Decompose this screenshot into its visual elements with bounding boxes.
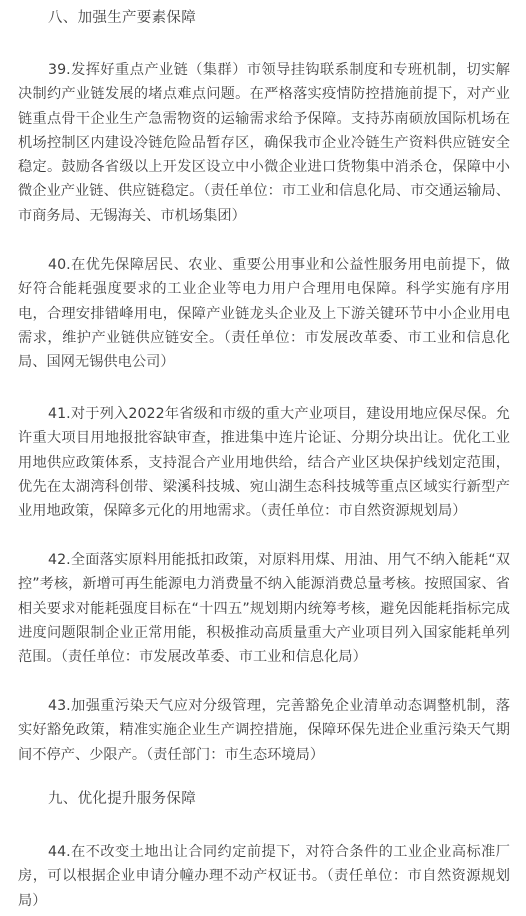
item-42: 42.全面落实原料用能抵扣政策，对原料用煤、用油、用气不纳入能耗“双控”考核，新增可再生能源电力消费量不纳入能源消费总量考核。按照国家、省相关要求对能耗强度目标在“十四五”规划期内统筹考核，避免因能耗指标完成进度问题限制企业正常用能，积极推动高质量重大产业项目列入国家能耗单列范围。（责任单位：市发展改革委、市工业和信息化局） [18,552,510,666]
item-41: 41.对于列入2022年省级和市级的重大产业项目，建设用地应保尽保。允许重大项目用地报批容缺审查，推进集中连片论证、分期分块出让。优化工业用地供应政策体系，支持混合产业用地供给，结合产业区块保护线划定范围，优先在太湖湾科创带、梁溪科技城、宛山湖生态科技城等重点区域实行新型产业用地政策，保障多元化的用地需求。（责任单位：市自然资源规划局） [18,406,510,520]
item-44: 44.在不改变土地出让合同约定前提下，对符合条件的工业企业高标准厂房，可以根据企业申请分幢办理不动产权证书。（责任单位：市自然资源规划局） [18,844,510,909]
item-43: 43.加强重污染天气应对分级管理，完善豁免企业清单动态调整机制，落实好豁免政策，精准实施企业生产调控措施，保障环保先进企业重污染天气期间不停产、少限产。（责任部门：市生态环境局） [18,698,510,763]
item-39: 39.发挥好重点产业链（集群）市领导挂钩联系制度和专班机制，切实解决制约产业链发展的堵点难点问题。在严格落实疫情防控措施前提下，对产业链重点骨干企业生产急需物资的运输需求给予保障。支持苏南硕放国际机场在机场控制区内建设冷链危险品暂存区，确保我市企业冷链生产资料供应链安全稳定。鼓励各省级以上开发区设立中小微企业进口货物集中消杀仓，保障中小微企业产业链、供应链稳定。（责任单位：市工业和信息化局、市交通运输局、市商务局、无锡海关、市机场集团） [18,62,510,224]
item-40: 40.在优先保障居民、农业、重要公用事业和公益性服务用电前提下，做好符合能耗强度要求的工业企业等电力用户合理用电保障。科学实施有序用电，合理安排错峰用电，保障产业链龙头企业及上下游关键环节中小企业用电需求，维护产业链供应链安全。（责任单位：市发展改革委、市工业和信息化局、国网无锡供电公司） [18,257,510,371]
section-heading-8: 八、加强生产要素保障 [48,10,196,26]
section-heading-9: 九、优化提升服务保障 [48,791,196,807]
